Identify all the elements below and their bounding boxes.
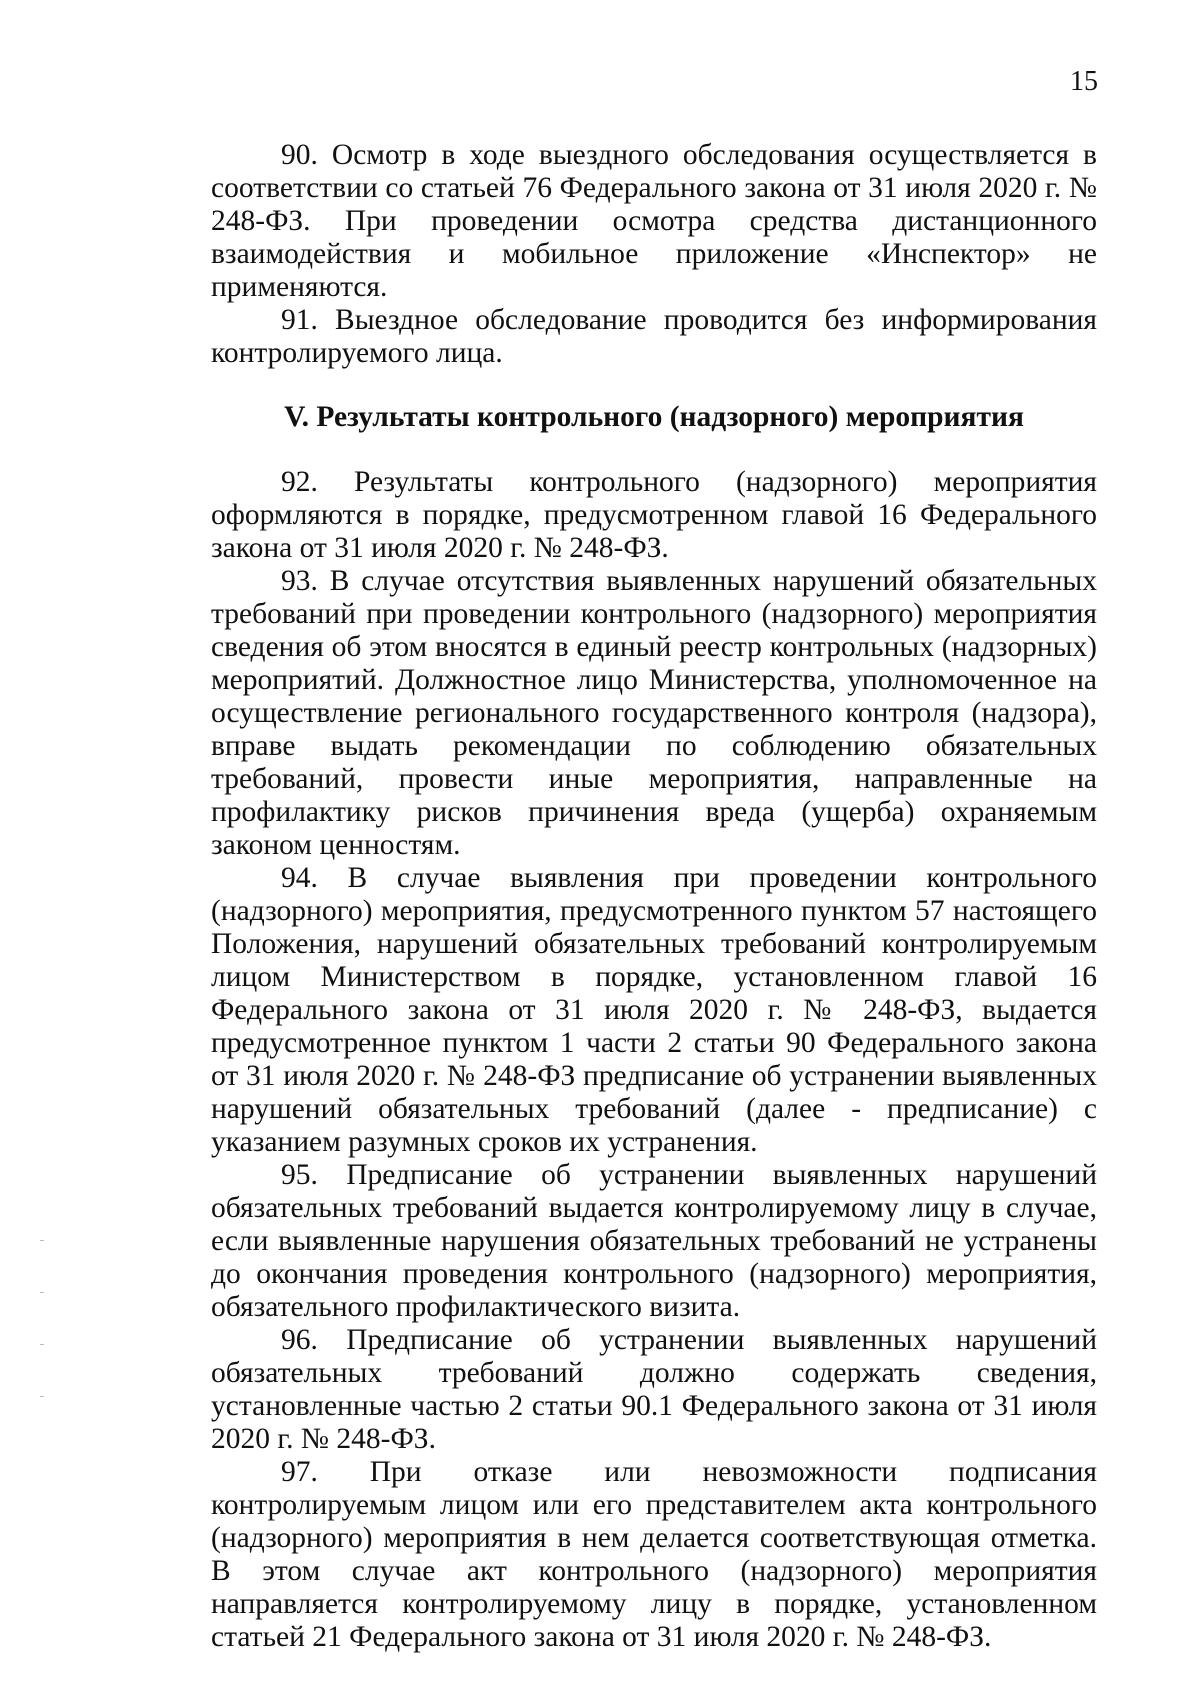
document-body [211,139,1097,1654]
paragraph-96: 96. Предписание об устранении выявленных нарушений обязательных требований должно содержать сведения, установленные частью 2 статьи 90.1 Федерального закона от 31 июля 2020 г. № 248-ФЗ. [211,1324,1097,1455]
paragraph-92: 92. Результаты контрольного (надзорного) мероприятия оформляются в порядке, предусмотренном главой 16 Федерального закона от 31 июля 2020 г. № 248-ФЗ. [211,466,1097,564]
paragraph-94: 94. В случае выявления при проведении контрольного (надзорного) мероприятия, предусмотренного пунктом 57 настоящего Положения, нарушений обязательных требований контролируемым лицом Министерством в порядке, установленном главой 16 Федерального закона от 31 июля 2020 г. № 248-ФЗ, выдается предусмотренное пунктом 1 части 2 статьи 90 Федерального закона от 31 июля 2020 г. № 248-ФЗ предписание об устранении выявленных нарушений обязательных требований (далее - предписание) с указанием разумных сроков их устранения. [211,862,1097,1158]
paragraph-95: 95. Предписание об устранении выявленных нарушений обязательных требований выдается контролируемому лицу в случае, если выявленные нарушения обязательных требований не устранены до окончания проведения контрольного (надзорного) мероприятия, обязательного профилактического визита. [211,1159,1097,1323]
paragraph-97: 97. При отказе или невозможности подписания контролируемым лицом или его представителем акта контрольного (надзорного) мероприятия в нем делается соответствующая отметка. В этом случае акт контрольного (надзорного) мероприятия направляется контролируемому лицу в порядке, установленном статьей 21 Федерального закона от 31 июля 2020 г. № 248-ФЗ. [211,1456,1097,1653]
paragraph-93: 93. В случае отсутствия выявленных нарушений обязательных требований при проведении контрольного (надзорного) мероприятия сведения об этом вносятся в единый реестр контрольных (надзорных) мероприятий. Должностное лицо Министерства, уполномоченное на осуществление регионального государственного контроля (надзора), вправе выдать рекомендации по соблюдению обязательных требований, провести иные мероприятия, направленные на профилактику рисков причинения вреда (ущерба) охраняемым законом ценностям. [211,565,1097,861]
paragraph-91: 91. Выездное обследование проводится без информирования контролируемого лица. [211,304,1097,369]
scan-margin-marks [40,1240,46,1400]
page-number: 15 [1070,66,1098,97]
section-heading: V. Результаты контрольного (надзорного) мероприятия [284,401,1024,433]
paragraph-90: 90. Осмотр в ходе выездного обследования осуществляется в соответствии со статьей 76 Федерального закона от 31 июля 2020 г. № 248-ФЗ. При проведении осмотра средства дистанционного взаимодействия и мобильное приложение «Инспектор» не применяются. [211,139,1097,303]
